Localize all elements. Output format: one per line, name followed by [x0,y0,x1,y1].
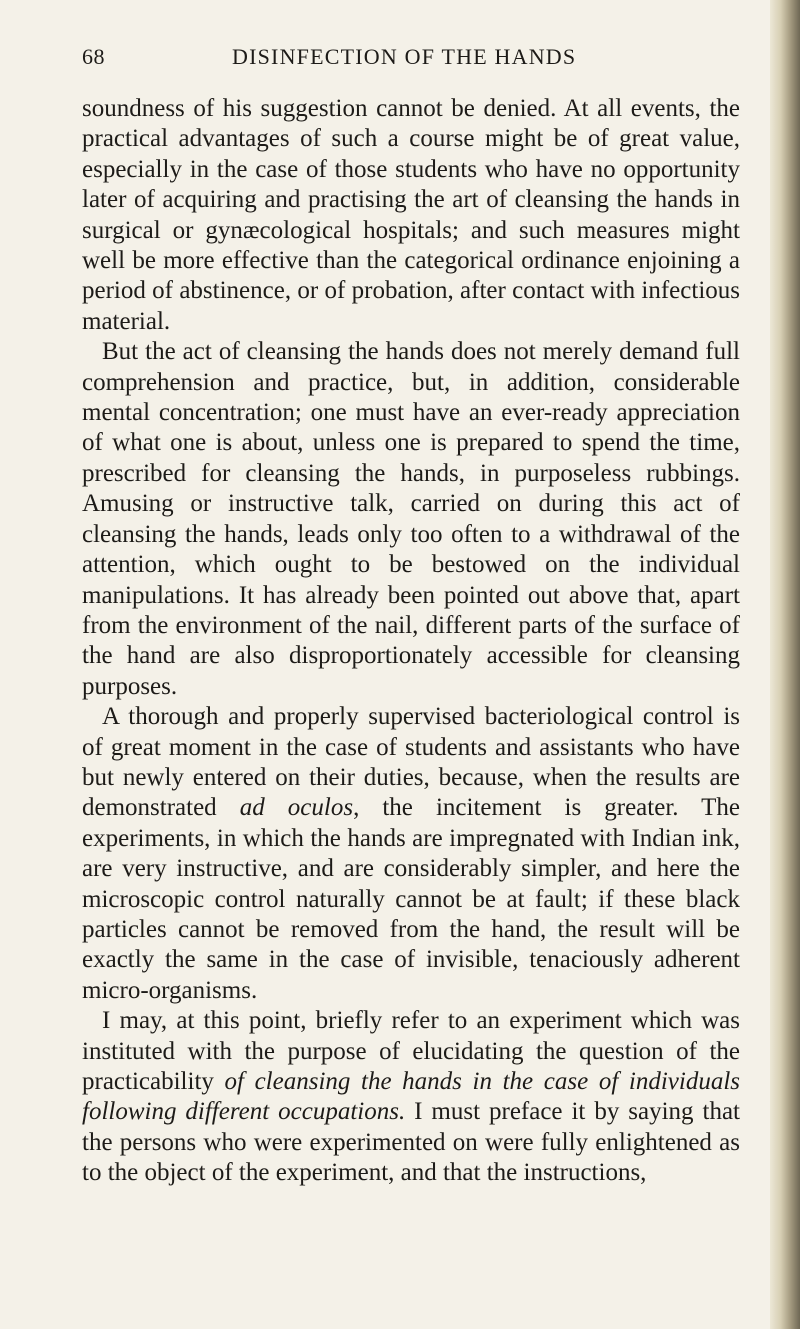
page-edge-shadow [770,0,800,1329]
page-number: 68 [82,44,105,69]
paragraph-4 [82,1006,740,1188]
paragraph-2 [82,337,740,702]
paragraph-3 [82,702,740,1006]
body-text [82,94,740,1189]
paragraph-4-italic-phrase: of cleansing the hands in the case of individuals following different occupations. [82,1068,740,1126]
paragraph-2-text: But the act of cleansing the hands does not merely demand full comprehension and practice, but, in addition, considerable mental concentration; one must have an ever-ready appreciation of what one is about, unless one is prepared to spend the time, prescribed for cleansing the hands, in purposeless rubbings. Amusing or instructive talk, carried on during this act of cleansing the hands, leads only too often to a withdrawal of the attention, which ought to be bestowed on the individual manipulations. It has already been pointed out above that, apart from the environment of the nail, different parts of the surface of the hand are also disproportionately accessible for cleansing purposes. [82,338,740,700]
paragraph-3-italic-phrase: ad oculos [239,794,354,822]
paragraph-1-text: soundness of his suggestion cannot be denied. At all events, the practical advantages of such a course might be of great value, especially in the case of those students who have no opportunity later of acquiring and practising the art of cleansing the hands in surgical or gynæcological hospitals; and such measures might well be more effective than the categorical ordinance enjoining a period of abstinence, or of probation, after contact with infectious material. [82,95,740,335]
paragraph-3-text-before: A thorough and properly supervised bacteriological control is of great moment in the case of students and assistants who have but newly entered on their duties, because, when the results are demonstrated [82,703,740,822]
paragraph-1 [82,94,740,337]
paragraph-4-text-before: I may, at this point, briefly refer to an experiment which was instituted with the purpose of elucidating the question of the practicability [82,1007,740,1095]
running-head: DISINFECTION OF THE HANDS [232,44,577,69]
paragraph-3-text-after: , the incitement is greater. The experiments, in which the hands are impregnated with Indian ink, are very instructive, and are considerably simpler, and here the microscopic control naturally cannot be at fault; if these black particles cannot be removed from the hand, the result will be exactly the same in the case of invisible, tenaciously adherent micro-organisms. [82,794,740,1004]
paragraph-4-text-after: I must preface it by saying that the persons who were experimented on were fully enlightened as to the object of the experiment, and that the instructions, [82,1098,740,1187]
page-header [82,44,742,78]
